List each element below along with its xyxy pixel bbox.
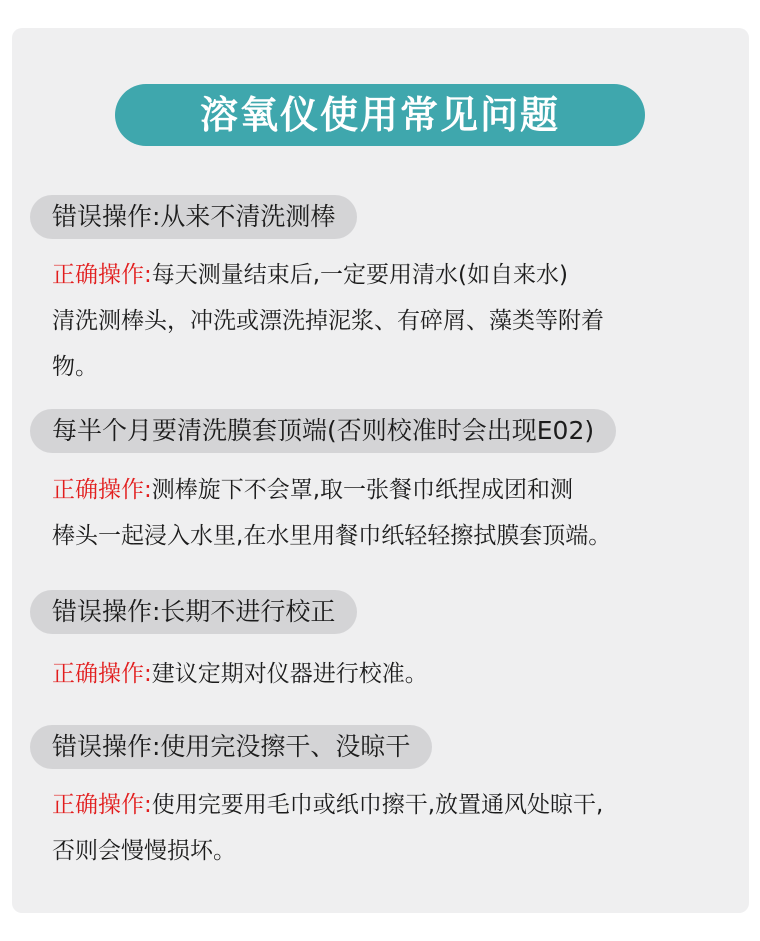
answer-3 (52, 651, 752, 697)
question-1: 错误操作:从来不清洗测棒 (30, 195, 357, 239)
answer-2-label: 正确操作: (52, 477, 152, 503)
answer-4-label: 正确操作: (52, 792, 152, 818)
answer-2-line-1: 正确操作:测棒旋下不会罩,取一张餐巾纸捏成团和测 (52, 477, 574, 503)
question-2: 每半个月要清洗膜套顶端(否则校准时会出现E02) (30, 409, 616, 453)
answer-4-line-1: 正确操作:使用完要用毛巾或纸巾擦干,放置通风处晾干, (52, 792, 604, 818)
answer-1-line-1: 正确操作:每天测量结束后,一定要用清水(如自来水) (52, 262, 569, 288)
answer-4-line-2: 否则会慢慢损坏。 (52, 838, 236, 864)
question-3: 错误操作:长期不进行校正 (30, 590, 357, 634)
answer-2-line-2: 棒头一起浸入水里,在水里用餐巾纸轻轻擦拭膜套顶端。 (52, 523, 612, 549)
answer-3-label: 正确操作: (52, 661, 152, 687)
answer-3-line-1: 正确操作:建议定期对仪器进行校准。 (52, 661, 428, 687)
answer-2 (52, 467, 752, 559)
answer-1-label: 正确操作: (52, 262, 152, 288)
answer-1-line-2: 清洗测棒头，冲洗或漂洗掉泥浆、有碎屑、藻类等附着 (52, 308, 604, 334)
question-4: 错误操作:使用完没擦干、没晾干 (30, 725, 432, 769)
page-title: 溶氧仪使用常见问题 (115, 84, 645, 146)
answer-1-line-3: 物。 (52, 354, 98, 380)
answer-4 (52, 782, 752, 874)
answer-1 (52, 252, 752, 390)
